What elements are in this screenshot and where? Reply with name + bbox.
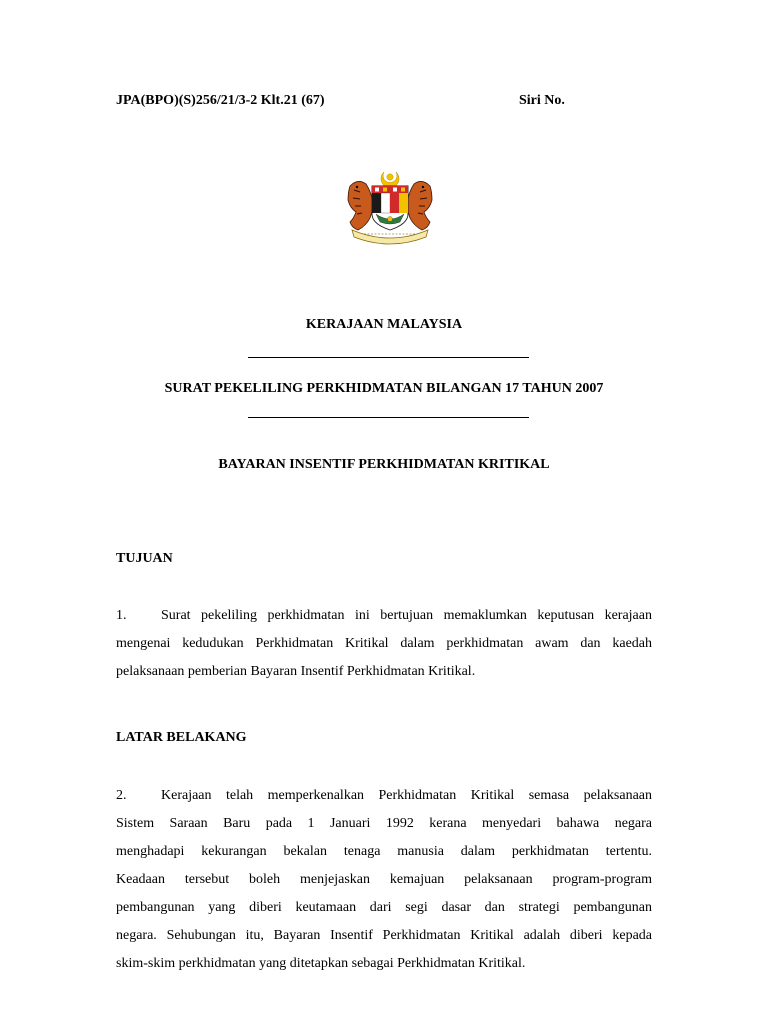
paragraph-1-line-1: 1. Surat pekeliling perkhidmatan ini bertujuan memaklumkan keputusan kerajaan	[116, 602, 652, 630]
paragraph-2-line-1: 2. Kerajaan telah memperkenalkan Perkhidmatan Kritikal semasa pelaksanaan	[116, 782, 652, 810]
government-heading: KERAJAAN MALAYSIA	[305, 317, 463, 332]
paragraph-number: 2.	[116, 788, 127, 803]
heading-rule-top	[248, 357, 529, 358]
subject-heading: BAYARAN INSENTIF PERKHIDMATAN KRITIKAL	[218, 457, 550, 472]
section-title-latar-belakang: LATAR BELAKANG	[116, 730, 247, 745]
heading-rule-bottom	[248, 417, 529, 418]
section-title-tujuan: TUJUAN	[116, 551, 173, 566]
paragraph-2-line-5: pembangunan yang diberi keutamaan dari segi dasar dan strategi pembangunan	[116, 900, 652, 915]
circular-title: SURAT PEKELILING PERKHIDMATAN BILANGAN 17 TAHUN 2007	[164, 381, 604, 396]
paragraph-2	[116, 782, 652, 978]
paragraph-1	[116, 602, 652, 686]
paragraph-2-line-6: negara. Sehubungan itu, Bayaran Insentif Perkhidmatan Kritikal adalah diberi kepada	[116, 928, 652, 943]
paragraph-2-line-2: Sistem Saraan Baru pada 1 Januari 1992 kerana menyedari bahawa negara	[116, 816, 652, 831]
paragraph-1-line-3: pelaksanaan pemberian Bayaran Insentif Perkhidmatan Kritikal.	[116, 664, 476, 679]
serial-number-label: Siri No.	[519, 93, 565, 108]
paragraph-2-line-3: menghadapi kekurangan bekalan tenaga manusia dalam perkhidmatan tertentu.	[116, 844, 652, 859]
paragraph-number: 1.	[116, 608, 127, 623]
paragraph-2-line-4: Keadaan tersebut boleh menjejaskan kemajuan pelaksanaan program-program	[116, 872, 652, 887]
paragraph-2-line-7: skim-skim perkhidmatan yang ditetapkan sebagai Perkhidmatan Kritikal.	[116, 956, 526, 971]
coat-of-arms-emblem	[340, 168, 440, 246]
paragraph-1-line-2: mengenai kedudukan Perkhidmatan Kritikal dalam perkhidmatan awam dan kaedah	[116, 636, 652, 651]
reference-number: JPA(BPO)(S)256/21/3-2 Klt.21 (67)	[116, 93, 325, 108]
